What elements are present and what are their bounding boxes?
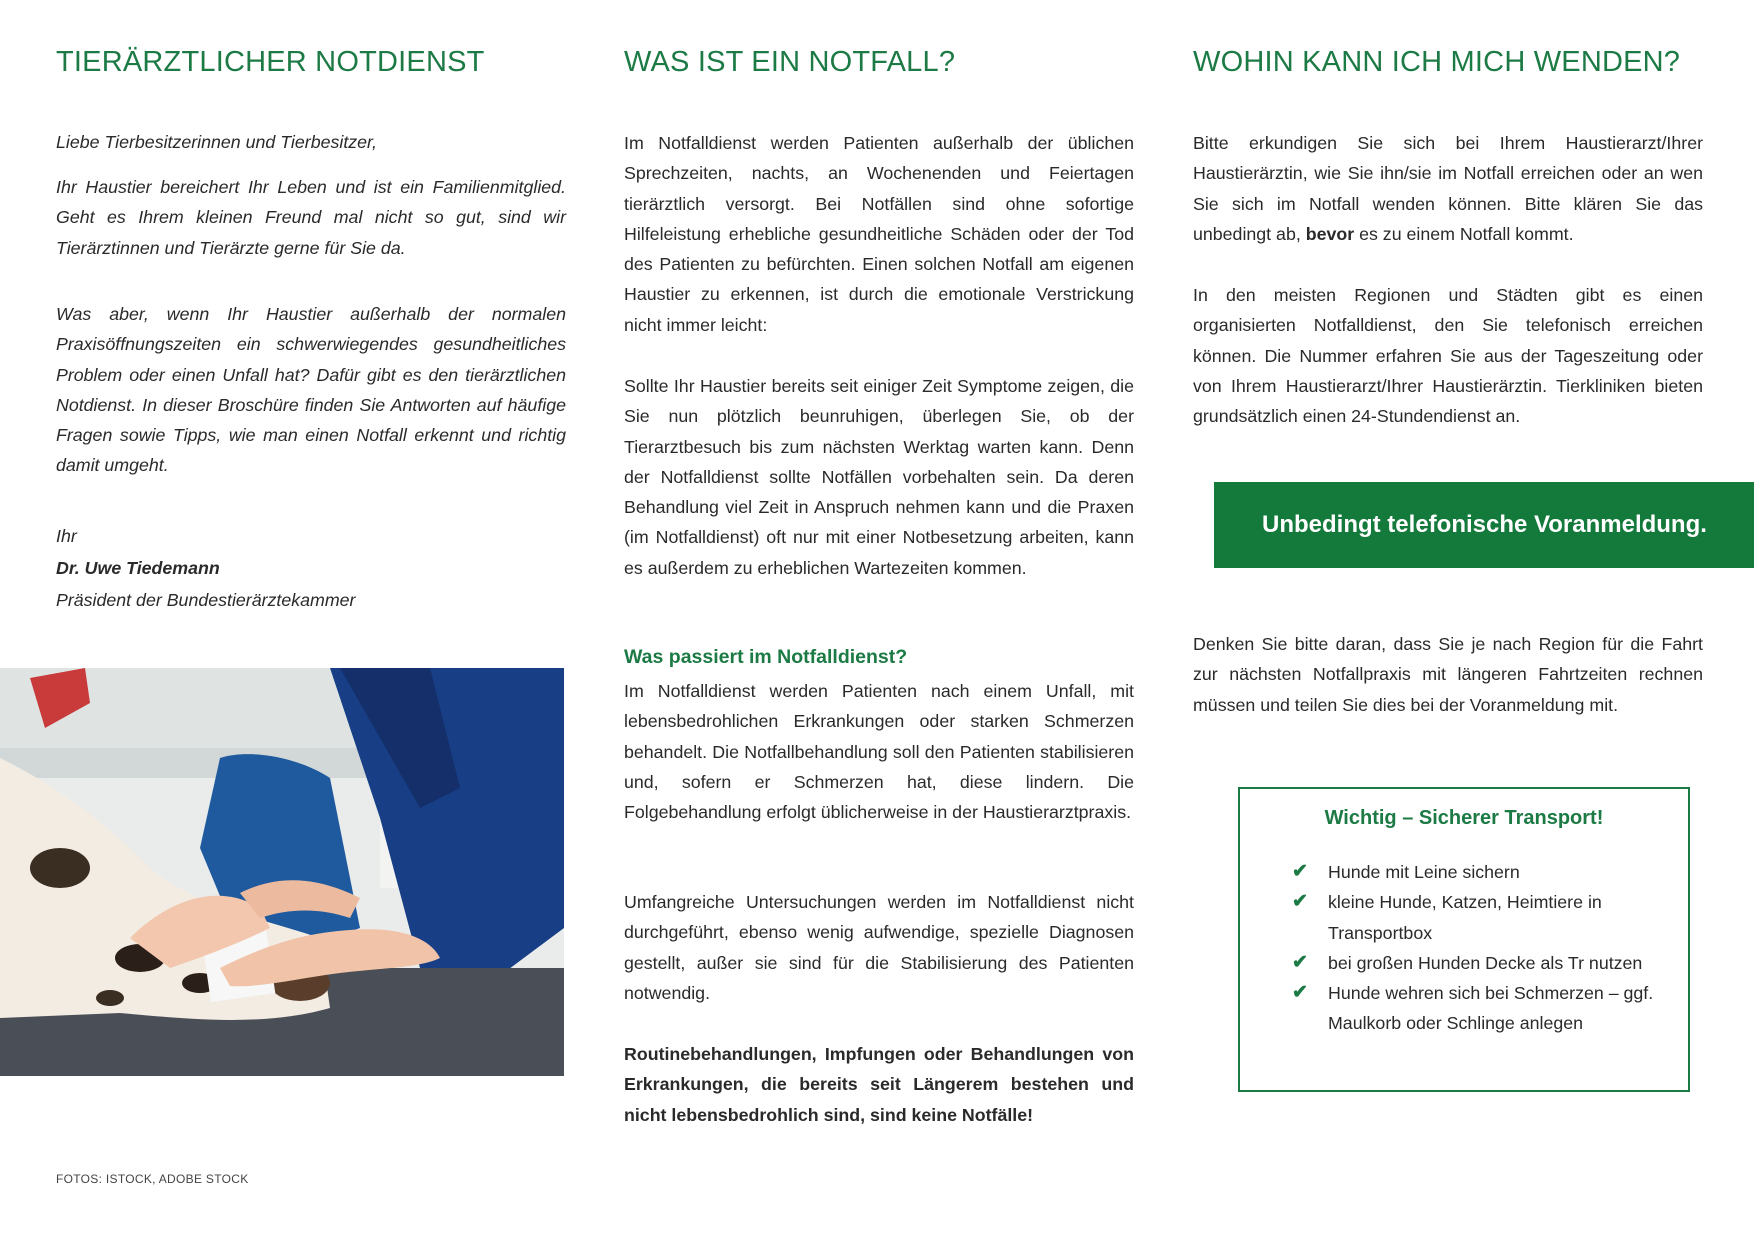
emergency-paragraph-5: Routinebehandlungen, Impfungen oder Behandlungen von Erkrankungen, die bereits seit Längerem bestehen und nicht lebensbedrohlich sind, sind keine Notfälle!: [624, 1044, 1134, 1125]
checklist-item-text: kleine Hunde, Katzen, Heimtiere in Transportbox: [1328, 892, 1602, 943]
vet-bandage-photo: [0, 668, 564, 1076]
checklist-item: [1292, 978, 1668, 1039]
check-icon: ✔: [1292, 982, 1308, 1004]
check-icon: ✔: [1292, 861, 1308, 882]
contact-heading: WOHIN KANN ICH MICH WENDEN?: [1193, 46, 1681, 78]
contact-paragraph-3: Denken Sie bitte daran, dass Sie je nach Region für die Fahrt zur nächsten Notfallpraxis mit längeren Fahrtzeiten rechnen müssen und teilen Sie dies bei der Voranmeldung mit.: [1193, 634, 1703, 715]
checklist-item-text: bei großen Hunden Decke als Tr nutzen: [1328, 952, 1643, 973]
check-icon: ✔: [1292, 891, 1308, 913]
intro-paragraph-1: Ihr Haustier bereichert Ihr Leben und ist ein Familienmitglied. Geht es Ihrem kleinen Freund mal nicht so gut, sind wir Tierärztinnen und Tierärzte gerne für Sie da.: [56, 177, 566, 258]
signature-title: Präsident der Bundestierärztekammer: [56, 590, 356, 610]
emergency-paragraph-2: Sollte Ihr Haustier bereits seit einiger Zeit Symptome zeigen, die Sie nun plötzlich beunruhigen, überlegen Sie, ob der Tierarztbesuch bis zum nächsten Werktag warten kann. Denn der Notfalldienst sollte Notfällen vorbehalten sein. Da deren Behandlung viel Zeit in Anspruch nehmen kann und die Praxen (im Notfalldienst) oft nur mit einer Notbesetzung arbeiten, kann es außerdem zu erheblichen Wartezeiten kommen.: [624, 376, 1134, 578]
emergency-subheading: Was passiert im Notfalldienst?: [624, 646, 908, 668]
intro-paragraph-2: Was aber, wenn Ihr Haustier außerhalb der normalen Praxisöffnungszeiten ein schwerwiegendes gesundheitliches Problem oder einen Unfall hat? Dafür gibt es den tierärztlichen Notdienst. In dieser Broschüre finden Sie Antworten auf häufige Fragen sowie Tipps, wie man einen Notfall erkennt und richtig damit umgeht.: [56, 304, 566, 476]
photo-credit: FOTOS: ISTOCK, ADOBE STOCK: [56, 1172, 249, 1186]
checklist-item-text: Hunde mit Leine sichern: [1328, 862, 1520, 882]
transport-info-box: [1238, 787, 1690, 1092]
emergency-paragraph-4: Umfangreiche Untersuchungen werden im Notfalldienst nicht durchgeführt, ebenso wenig aufwendige, spezielle Diagnosen gestellt, außer sie sind für die Stabilisierung des Patienten notwendig.: [624, 892, 1134, 1003]
intro-heading: TIERÄRZTLICHER NOTDIENST: [56, 46, 485, 78]
contact-paragraph-1-b: es zu einem Notfall kommt.: [1354, 223, 1574, 244]
checklist-item-text: Hunde wehren sich bei Schmerzen – ggf. Maulkorb oder Schlinge anlegen: [1328, 983, 1654, 1034]
checklist-item: [1292, 887, 1668, 948]
transport-box-title: Wichtig – Sicherer Transport!: [1324, 807, 1604, 829]
checklist-item: [1292, 948, 1658, 978]
checklist-item: [1292, 857, 1668, 887]
contact-paragraph-1: [1193, 128, 1703, 249]
contact-paragraph-2: In den meisten Regionen und Städten gibt es einen organisierten Notfalldienst, den Sie telefonisch erreichen können. Die Nummer erfahren Sie aus der Tageszeitung oder von Ihrem Haustierarzt/Ihrer Haustierärztin. Tierkliniken bieten grundsätzlich einen 24-Stundendienst an.: [1193, 285, 1703, 427]
contact-paragraph-1-a: Bitte erkundigen Sie sich bei Ihrem Haustierarzt/Ihrer Haustierärztin, wie Sie ihn/sie im Notfall erreichen oder an wen Sie sich im Notfall wenden können. Bitte klären Sie das unbedingt ab,: [1193, 133, 1703, 244]
contact-paragraph-1-bold: bevor: [1305, 223, 1355, 244]
greeting: Liebe Tierbesitzerinnen und Tierbesitzer,: [56, 132, 377, 152]
emergency-paragraph-3: Im Notfalldienst werden Patienten nach einem Unfall, mit lebensbedrohlichen Erkrankungen oder starken Schmerzen behandelt. Die Notfallbehandlung soll den Patienten stabilisieren und, sofern er Schmerzen hat, diese lindern. Die Folgebehandlung erfolgt üblicherweise in der Haustierarztpraxis.: [624, 681, 1134, 823]
phone-preregistration-banner: Unbedingt telefonische Voranmeldung.: [1214, 482, 1754, 568]
emergency-heading: WAS IST EIN NOTFALL?: [624, 46, 956, 78]
signature-ihr: Ihr: [56, 526, 77, 546]
transport-checklist: [1292, 857, 1668, 1039]
signature-name: Dr. Uwe Tiedemann: [56, 558, 220, 578]
vet-photo-illustration: [0, 668, 564, 1076]
check-icon: ✔: [1292, 951, 1308, 973]
emergency-paragraph-1: Im Notfalldienst werden Patienten außerhalb der üblichen Sprechzeiten, nachts, an Wochenenden und Feiertagen tierärztlich versorgt. Bei Notfällen sind ohne sofortige Hilfeleistung erhebliche gesundheitliche Schäden oder der Tod des Patienten zu befürchten. Einen solchen Notfall am eigenen Haustier zu erkennen, ist durch die emotionale Verstrickung nicht immer leicht:: [624, 133, 1134, 335]
